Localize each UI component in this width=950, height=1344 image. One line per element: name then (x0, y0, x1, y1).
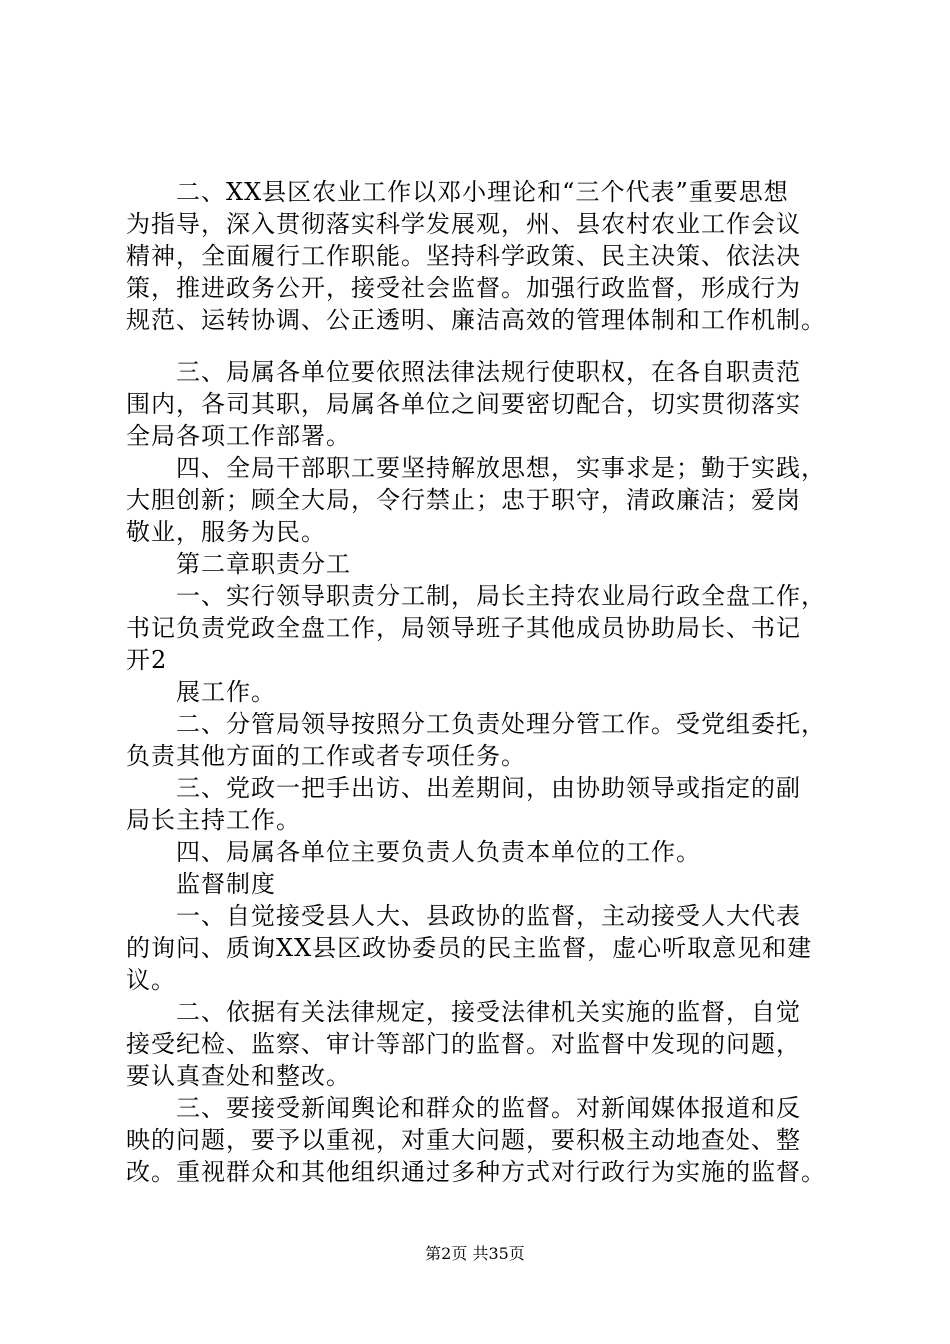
chapter-heading: 第二章职责分工 (126, 550, 351, 578)
body-text-line: 规范、运转协调、公正透明、廉洁高效的管理体制和工作机制。 (126, 306, 826, 334)
body-text-line: 大胆创新；顾全大局，令行禁止；忠于职守，清政廉洁；爱岗 (126, 486, 801, 514)
body-text-line: 为指导，深入贯彻落实科学发展观，州、县农村农业工作会议 (126, 210, 801, 238)
body-text-line: 敬业，服务为民。 (126, 518, 326, 546)
body-text-line: 映的问题，要予以重视，对重大问题，要积极主动地查处、整 (126, 1126, 801, 1154)
body-text-line: 议。 (126, 966, 176, 994)
page-number-footer: 第2页 共35页 (425, 1244, 525, 1263)
body-text-line: 全局各项工作部署。 (126, 422, 351, 450)
body-text-line: 负责其他方面的工作或者专项任务。 (126, 742, 526, 770)
body-text-line: 围内，各司其职，局属各单位之间要密切配合，切实贯彻落实 (126, 390, 801, 418)
body-text-line: 局长主持工作。 (126, 806, 301, 834)
body-text-line: 改。重视群众和其他组织通过多种方式对行政行为实施的监督。 (126, 1158, 826, 1186)
body-text-line: 二、分管局领导按照分工负责处理分管工作。受党组委托， (126, 710, 826, 738)
body-text-line: 二、依据有关法律规定，接受法律机关实施的监督，自觉 (126, 998, 801, 1026)
body-text-line: 策，推进政务公开，接受社会监督。加强行政监督，形成行为 (126, 274, 801, 302)
body-text-line: 二、XX县区农业工作以邓小理论和“三个代表”重要思想 (126, 178, 789, 206)
body-text-line: 展工作。 (126, 678, 276, 706)
body-text-line: 三、要接受新闻舆论和群众的监督。对新闻媒体报道和反 (126, 1094, 801, 1122)
section-heading: 监督制度 (126, 870, 276, 898)
body-text-line: 一、实行领导职责分工制，局长主持农业局行政全盘工作， (126, 582, 826, 610)
body-text-line: 三、局属各单位要依照法律法规行使职权，在各自职责范 (126, 358, 801, 386)
body-text-line: 一、自觉接受县人大、县政协的监督，主动接受人大代表 (126, 902, 801, 930)
body-text-line: 的询问、质询XX县区政协委员的民主监督，虚心听取意见和建 (126, 934, 813, 962)
body-text-line: 要认真查处和整改。 (126, 1062, 351, 1090)
body-text-line: 四、全局干部职工要坚持解放思想，实事求是；勤于实践， (126, 454, 826, 482)
body-text-line: 三、党政一把手出访、出差期间，由协助领导或指定的副 (126, 774, 801, 802)
body-text-line: 开2 (126, 646, 168, 674)
body-text-line: 精神，全面履行工作职能。坚持科学政策、民主决策、依法决 (126, 242, 801, 270)
body-text-line: 接受纪检、监察、审计等部门的监督。对监督中发现的问题， (126, 1030, 801, 1058)
body-text-line: 四、局属各单位主要负责人负责本单位的工作。 (126, 838, 701, 866)
body-text-line: 书记负责党政全盘工作，局领导班子其他成员协助局长、书记 (126, 614, 801, 642)
